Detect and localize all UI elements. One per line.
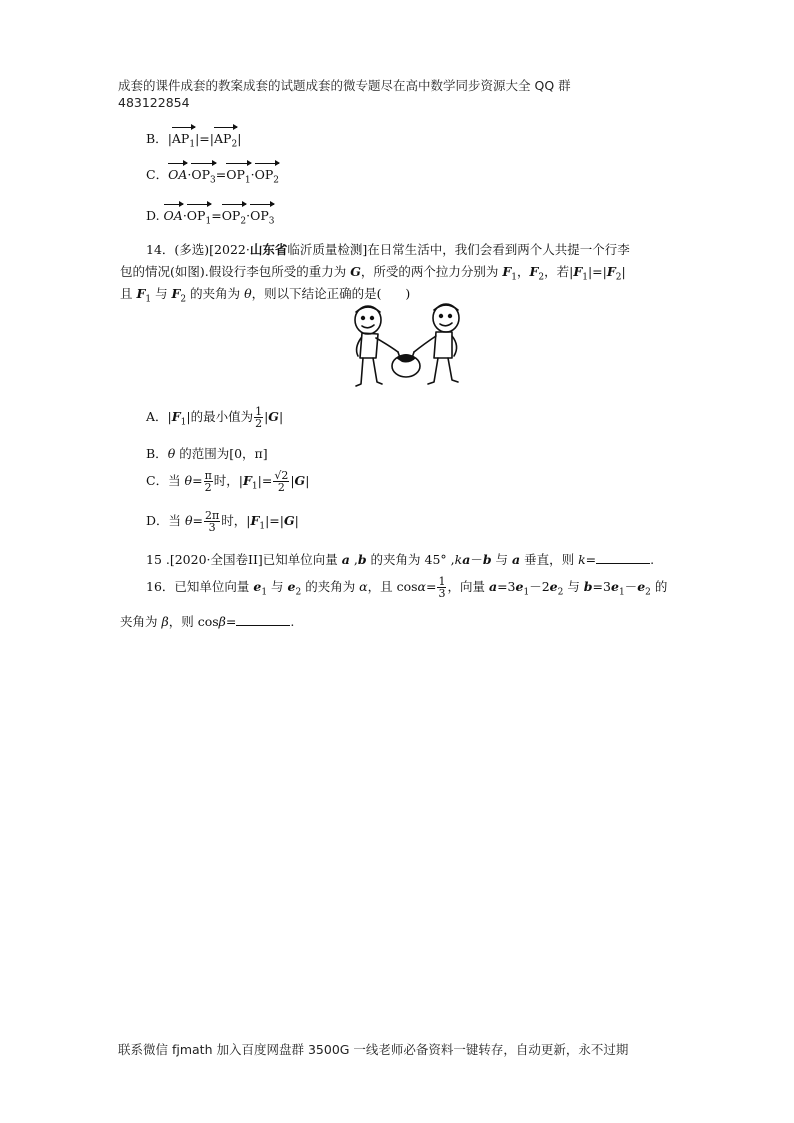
- header-line-1: 成套的课件成套的教案成套的试题成套的微专题尽在高中数学同步资源大全 QQ 群: [118, 78, 571, 93]
- two-people-carrying-bag-illustration: [348, 300, 466, 392]
- q13-option-b: B．$|AP_1|=|AP_2|$: [146, 124, 241, 150]
- q13-option-c: C．$OA\cdot OP_3=OP_1\cdot OP_2$: [146, 160, 279, 186]
- q15-answer-blank: [596, 553, 650, 564]
- q16-line-1: 16．已知单位向量 $e_1$ 与 $e_2$ 的夹角为 α，且 cosα= $\frac{1}{3}$ ，向量 $a=3e_1-2e_2$ 与 $b=3e_1-e_2$ 的: [146, 575, 668, 600]
- q16-line-2: 夹角为 β，则 cosβ= .: [120, 614, 295, 629]
- q14-option-c: C．当 θ= $\frac{\pi}{2}$ 时，$|F_1|=$ $\frac{√2}{2}$ |G|: [146, 469, 310, 494]
- q14-line-1: 14．(多选)[2022·山东省临沂质量检测]在日常生活中，我们会看到两个人共提一个行李: [146, 242, 630, 257]
- footer-text: 联系微信 fjmath 加入百度网盘群 3500G 一线老师必备资料一键转存，自动更新，永不过期: [118, 1042, 629, 1057]
- q16-answer-blank: [236, 615, 290, 626]
- q14-line-2: 包的情况(如图).假设行李包所受的重力为 G，所受的两个拉力分别为 $F_1$，$F_2$，若$|F_1|=|F_2|$: [120, 264, 626, 283]
- q14-option-a: A．$|F_1|$的最小值为 $\frac{1}{2}$ |G|: [146, 405, 284, 430]
- q15-text: 15 .[2020·全国卷II]已知单位向量 a ,b 的夹角为 45° ,ka－b 与 a 垂直，则 k= .: [146, 552, 655, 567]
- header-line-2: 483122854: [118, 95, 190, 110]
- q13-option-d: D. $OA\cdot OP_1=OP_2\cdot OP_3$: [146, 201, 274, 227]
- q14-option-d: D．当 θ= $\frac{2\pi}{3}$ 时，$|F_1|=|G|$: [146, 509, 299, 534]
- q14-line-3: 且 $F_1$ 与 $F_2$ 的夹角为 θ，则以下结论正确的是( ): [120, 286, 411, 305]
- q14-option-b: B．θ 的范围为[0，π]: [146, 446, 268, 461]
